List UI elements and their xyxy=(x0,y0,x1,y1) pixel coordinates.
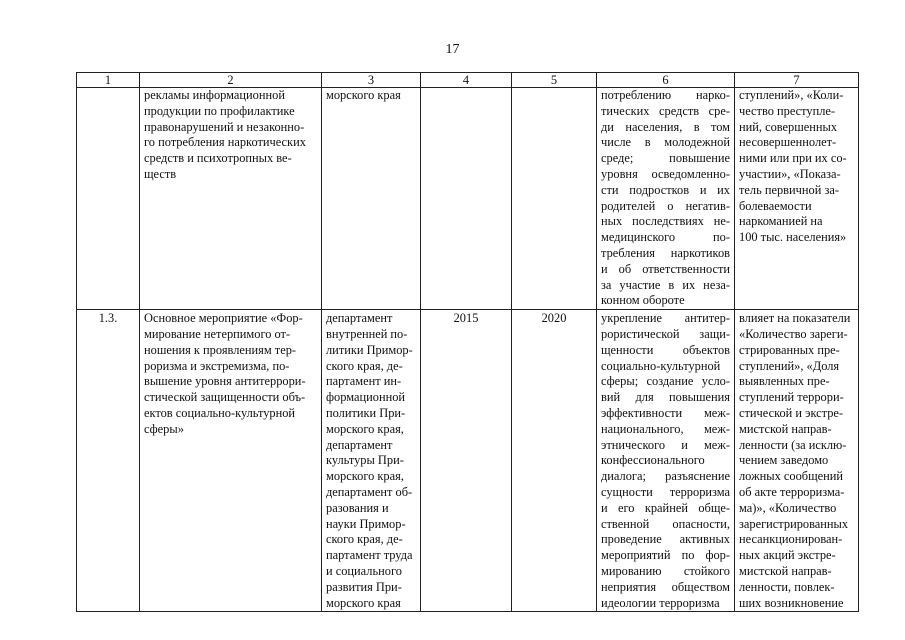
row1-result-cell xyxy=(597,88,735,310)
cell-text-line: вышение уровня антитеррори- xyxy=(144,374,306,389)
cell-text-line: культуры При- xyxy=(326,453,404,468)
header-cell: 7 xyxy=(735,73,859,88)
page-number: 17 xyxy=(445,42,460,57)
cell-text-line: укрепление антитер- xyxy=(601,311,730,326)
header-cell: 6 xyxy=(597,73,735,88)
events-table xyxy=(76,72,859,612)
cell-text-line: мирование нетерпимого от- xyxy=(144,326,291,341)
cell-text-line: партамент ин- xyxy=(326,374,402,389)
cell-text-line: идеологии терроризма xyxy=(601,595,720,610)
cell-text-line: мистской направ- xyxy=(739,563,832,578)
row1-number-cell xyxy=(77,88,140,310)
row2-indicator-cell xyxy=(735,310,859,612)
row2-result-cell xyxy=(597,310,735,612)
cell-text-line: ных акций экстре- xyxy=(739,548,836,563)
header-cell: 4 xyxy=(421,73,512,88)
cell-text-line: требления наркотиков xyxy=(601,245,730,260)
cell-text-line: морского края, xyxy=(326,469,404,484)
cell-text-line: го потребления наркотических xyxy=(144,135,306,150)
cell-text-line: тель первичной за- xyxy=(739,182,839,197)
cell-text-line: ленности, повлек- xyxy=(739,579,835,594)
cell-text-line: разования и xyxy=(326,500,389,515)
cell-text-line: выявленных пре- xyxy=(739,374,830,389)
cell-text-line: диалога; разъяснение xyxy=(601,469,730,484)
cell-text-line: болеваемости xyxy=(739,198,812,213)
cell-text-line: ступлений», «Коли- xyxy=(739,88,844,102)
cell-text-line: тических средств сре- xyxy=(601,103,730,118)
cell-text-line: потреблению нарко- xyxy=(601,88,730,102)
cell-text-line: департамент об- xyxy=(326,484,413,499)
cell-text-line: ступлений», «Доля xyxy=(739,358,840,373)
cell-text-line: чество преступле- xyxy=(739,103,836,118)
table-row xyxy=(77,88,859,310)
cell-text-line: партамент труда xyxy=(326,548,413,563)
row2-executor-cell xyxy=(322,310,421,612)
cell-text-line: за участие в их неза- xyxy=(601,277,730,292)
header-cell: 3 xyxy=(322,73,421,88)
cell-text-line: мистской направ- xyxy=(739,421,832,436)
cell-text-line: правонарушений и незаконно- xyxy=(144,119,305,134)
cell-text-line: уровня осведомленно- xyxy=(601,166,730,181)
header-cell: 1 xyxy=(77,73,140,88)
cell-text-line: сферы» xyxy=(144,421,184,436)
cell-text-line: этнического и меж- xyxy=(601,437,730,452)
cell-text-line: чением заведомо xyxy=(739,453,829,468)
cell-text-line: ди населения, в том xyxy=(601,119,730,134)
cell-text-line: ственной опасности, xyxy=(601,516,730,531)
cell-text-line: об акте терроризма- xyxy=(739,484,845,499)
cell-text-line: стрированных пре- xyxy=(739,342,840,357)
row1-indicator-cell xyxy=(735,88,859,310)
cell-text-line: среде; повышение xyxy=(601,151,730,166)
cell-text-line: департамент xyxy=(326,311,393,326)
cell-text-line: ных последствиях не- xyxy=(601,214,730,229)
cell-text-line: средств и психотропных ве- xyxy=(144,151,292,166)
cell-text-line: национального, меж- xyxy=(601,421,730,436)
cell-text-line: морского края xyxy=(326,88,401,102)
cell-text-line: морского края, xyxy=(326,421,404,436)
cell-text-line: и социального xyxy=(326,563,402,578)
cell-text-line: департамент xyxy=(326,437,393,452)
cell-text-line: эффективности меж- xyxy=(601,405,730,420)
row1-event-cell xyxy=(140,88,322,310)
header-cell: 5 xyxy=(512,73,597,88)
cell-text-line: проведение активных xyxy=(601,532,730,547)
cell-text-line: ними или при их со- xyxy=(739,151,847,166)
cell-text-line: конном обороте xyxy=(601,293,685,308)
cell-text-line: литики Примор- xyxy=(326,342,413,357)
cell-text-line: конфессионального xyxy=(601,453,705,468)
cell-text-line: науки Примор- xyxy=(326,516,406,531)
cell-text-line: ществ xyxy=(144,166,177,181)
cell-text-line: ношения к проявлениям тер- xyxy=(144,342,297,357)
cell-text-line: сущности терроризма xyxy=(601,484,730,499)
cell-text-line: рористической защи- xyxy=(601,326,730,341)
cell-text-line: ленности (за исклю- xyxy=(739,437,847,452)
cell-text-line: ний, совершенных xyxy=(739,119,838,134)
cell-text-line: и его крайней обще- xyxy=(601,500,730,515)
cell-text-line: стической защищенности объ- xyxy=(144,390,306,405)
cell-text-line: ского края, де- xyxy=(326,532,403,547)
cell-text-line: медицинского по- xyxy=(601,230,730,245)
cell-text-line: влияет на показатели xyxy=(739,311,851,326)
cell-text-line: ложных сообщений xyxy=(739,469,844,484)
row2-number-cell: 1.3. xyxy=(77,310,140,612)
cell-text-line: политики При- xyxy=(326,405,406,420)
cell-text-line: ма)», «Количество xyxy=(739,500,837,515)
cell-text-line: «Количество зареги- xyxy=(739,326,848,341)
cell-text-line: роризма и экстремизма, по- xyxy=(144,358,290,373)
cell-text-line: мированию стойкого xyxy=(601,563,730,578)
cell-text-line: ших возникновение xyxy=(739,595,844,610)
cell-text-line: наркоманией на xyxy=(739,214,823,229)
table-header-row xyxy=(77,73,859,88)
cell-text-line: зарегистрированных xyxy=(739,516,849,531)
cell-text-line: развития При- xyxy=(326,579,402,594)
row1-start-cell xyxy=(421,88,512,310)
cell-text-line: неприятия обществом xyxy=(601,579,730,594)
row1-executor-cell xyxy=(322,88,421,310)
row2-end-cell: 2020 xyxy=(512,310,597,612)
cell-text-line: щенности объектов xyxy=(601,342,730,357)
cell-text-line: рекламы информационной xyxy=(144,88,285,102)
cell-text-line: несовершеннолет- xyxy=(739,135,837,150)
row2-start-cell: 2015 xyxy=(421,310,512,612)
cell-text-line: вий для повышения xyxy=(601,390,730,405)
cell-text-line: родителей о негатив- xyxy=(601,198,730,213)
cell-text-line: стической и экстре- xyxy=(739,405,844,420)
row1-end-cell xyxy=(512,88,597,310)
cell-text-line: 100 тыс. населения» xyxy=(739,230,847,245)
cell-text-line: ектов социально-культурной xyxy=(144,405,296,420)
cell-text-line: ского края, де- xyxy=(326,358,403,373)
cell-text-line: сферы; создание усло- xyxy=(601,374,730,389)
cell-text-line: мероприятий по фор- xyxy=(601,548,730,563)
row2-event-cell xyxy=(140,310,322,612)
cell-text-line: числе в молодежной xyxy=(601,135,730,150)
cell-text-line: морского края xyxy=(326,595,401,610)
cell-text-line: формационной xyxy=(326,390,406,405)
header-cell: 2 xyxy=(140,73,322,88)
cell-text-line: сти подростков и их xyxy=(601,182,730,197)
cell-text-line: социально-культурной xyxy=(601,358,721,373)
cell-text-line: участии», «Показа- xyxy=(739,166,841,181)
cell-text-line: несанкционирован- xyxy=(739,532,843,547)
cell-text-line: и об ответственности xyxy=(601,261,730,276)
cell-text-line: продукции по профилактике xyxy=(144,103,295,118)
table-row xyxy=(77,310,859,612)
cell-text-line: Основное мероприятие «Фор- xyxy=(144,311,303,326)
cell-text-line: ступлений террори- xyxy=(739,390,844,405)
cell-text-line: внутренней по- xyxy=(326,326,408,341)
